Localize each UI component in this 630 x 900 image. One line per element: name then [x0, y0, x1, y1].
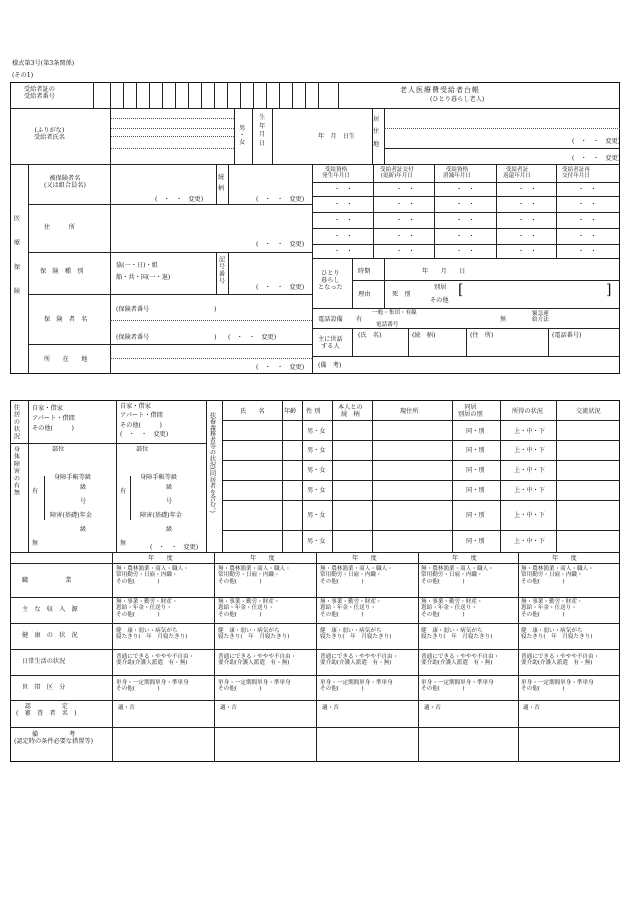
insurance-type-options[interactable]: 協(一・日)・組 船・共・国(一・退): [116, 262, 171, 282]
reason-separate[interactable]: 別居: [434, 284, 447, 291]
cell-daily-life[interactable]: 普通にできる・ややや不自由・ 要介助(介護人派遣 有・無): [116, 654, 195, 667]
elig-cell[interactable]: ・ ・: [396, 186, 415, 193]
phone-none[interactable]: 無: [500, 316, 507, 323]
period-label: 時期: [358, 268, 371, 275]
elig-cell[interactable]: ・ ・: [578, 201, 597, 208]
row-label-remarks: 備 考 (認定時の条件必要な措置等): [14, 731, 94, 746]
residence-change-2: ( ・ ・ 変更): [572, 155, 621, 162]
dep-header-income: 所得の状況: [512, 408, 543, 415]
symbol-number-change: ( ・ ・ 変更): [256, 284, 305, 291]
elig-header-5: 受給者証再 交付年月日: [562, 167, 590, 180]
disability-part-2: 部位: [136, 446, 149, 453]
sex-option[interactable]: 男 ・ 女: [239, 125, 246, 147]
dep-sex[interactable]: 男・女: [307, 467, 326, 474]
dep-cohab[interactable]: 同・別: [466, 512, 485, 519]
cell-income-source[interactable]: 無・事業・勤労・財産・ 恩給・年金・仕送り・ その他( ): [320, 599, 382, 618]
disability-has-2[interactable]: 有: [120, 488, 127, 495]
elig-cell[interactable]: ・ ・: [456, 248, 475, 255]
insurer-name-label: 保 険 者 名: [44, 316, 88, 323]
caregiver-name[interactable]: (氏 名): [358, 332, 382, 339]
bracket-open: [: [458, 282, 464, 298]
dep-header-age: 年齢: [284, 408, 297, 415]
birth-date[interactable]: 年 月 日生: [318, 133, 356, 140]
elig-cell[interactable]: ・ ・: [518, 186, 537, 193]
reason-other[interactable]: その他: [430, 297, 449, 304]
emergency-contact: 緊急連 絡方法: [532, 311, 549, 324]
cell-approval[interactable]: 適・否: [118, 705, 135, 711]
elig-header-2: 受給者証交付 (更新)年月日: [380, 167, 414, 180]
grade-1: 級: [80, 484, 87, 491]
dep-income[interactable]: 上・中・下: [514, 487, 545, 494]
dep-header-exchange: 交流状況: [576, 408, 601, 415]
handbook-grade-1[interactable]: 身障手帳等級: [54, 474, 92, 481]
caregiver-relation[interactable]: (続 柄): [412, 332, 436, 339]
cell-approval[interactable]: 適・否: [322, 705, 339, 711]
elig-cell[interactable]: ・ ・: [396, 233, 415, 240]
phone-yes[interactable]: 有: [356, 316, 363, 323]
relation-label: 続 柄: [218, 174, 225, 193]
elig-header-4: 受給者証 返還年月日: [503, 167, 531, 180]
birth-label: 生 年 月 日: [259, 114, 266, 148]
elig-cell[interactable]: ・ ・: [334, 186, 353, 193]
dep-header-name: 氏 名: [240, 408, 265, 415]
disability-has-1[interactable]: 有: [32, 488, 39, 495]
elig-cell[interactable]: ・ ・: [456, 201, 475, 208]
dep-header-sex: 性 別: [306, 408, 321, 415]
pension-1[interactable]: 障害(基礎)年金: [50, 512, 92, 519]
cell-income-source[interactable]: 無・事業・勤労・財産・ 恩給・年金・仕送り・ その他( ): [218, 599, 280, 618]
elig-cell[interactable]: ・ ・: [456, 186, 475, 193]
elig-cell[interactable]: ・ ・: [334, 233, 353, 240]
cell-household[interactable]: 単身・一定期間単身・準単身 その他( ): [521, 680, 594, 693]
dep-cohab[interactable]: 同・別: [466, 428, 485, 435]
elig-cell[interactable]: ・ ・: [334, 248, 353, 255]
location-label: 所 在 地: [44, 356, 88, 363]
elig-cell[interactable]: ・ ・: [334, 201, 353, 208]
grade-2: 級: [166, 484, 173, 491]
cell-household[interactable]: 単身・一定期間単身・準単身 その他( ): [116, 680, 189, 693]
residence-options-2[interactable]: 自家・借家 アパート・借間 その他( ) ( ・ ・ 変更): [120, 403, 169, 438]
residence-status-label: 住居の状況: [12, 404, 20, 440]
disability-none-2[interactable]: 無: [120, 540, 127, 547]
dep-header-relation: 本人との 続 柄: [338, 404, 363, 419]
cell-household[interactable]: 単身・一定期間単身・準単身 その他( ): [421, 680, 494, 693]
cell-daily-life[interactable]: 普通にできる・ややや不自由・ 要介助(介護人派遣 有・無): [421, 654, 500, 667]
row-label-household: 世 帯 区 分: [22, 684, 66, 691]
year-col-4[interactable]: 年 度: [452, 555, 477, 562]
reason-label: 理由: [358, 291, 371, 298]
row-label-health: 健 康 の 状 況: [22, 632, 78, 639]
phone-label: 電話設備: [318, 316, 343, 323]
insurer-number-1[interactable]: (保険者番号: [116, 306, 150, 313]
cell-income-source[interactable]: 無・事業・勤労・財産・ 恩給・年金・仕送り・ その他( ): [421, 599, 483, 618]
row-label-income-source: 主 な 収 入 源: [22, 606, 78, 613]
cell-health[interactable]: 健 康・弱い・病気がち 寝たきり( 年 月寝たきり): [421, 628, 493, 641]
cell-daily-life[interactable]: 普通にできる・ややや不自由・ 要介助(介護人派遣 有・無): [521, 654, 600, 667]
dep-cohab[interactable]: 同・別: [466, 538, 485, 545]
year-col-3[interactable]: 年 度: [352, 555, 377, 562]
caregiver-label: 主に世話 する人: [318, 336, 343, 351]
address-label: 住 所: [44, 224, 75, 231]
cell-occupation[interactable]: 無・農林漁業・商人・職人・ 常用勤労・日雇・内職・ その他( ): [218, 566, 291, 585]
cell-household[interactable]: 単身・一定期間単身・準単身 その他( ): [320, 680, 393, 693]
cell-health[interactable]: 健 康・弱い・病気がち 寝たきり( 年 月寝たきり): [116, 628, 188, 641]
insurer-change: ( ・ ・ 変更): [228, 334, 277, 341]
number-1: 号: [80, 498, 87, 505]
dep-income[interactable]: 上・中・下: [514, 428, 545, 435]
dep-cohab[interactable]: 同・別: [466, 487, 485, 494]
dep-header-cohab: 同居 別居の別: [458, 404, 483, 419]
form-number: 様式第3号(第3条関係): [12, 60, 75, 67]
insurer-number-2[interactable]: (保険者番号: [116, 334, 150, 341]
insurer-number-2-close: ): [214, 334, 217, 341]
dep-cohab[interactable]: 同・別: [466, 467, 485, 474]
cell-health[interactable]: 健 康・弱い・病気がち 寝たきり( 年 月寝たきり): [320, 628, 392, 641]
cell-daily-life[interactable]: 普通にできる・ややや不自由・ 要介助(介護人派遣 有・無): [320, 654, 399, 667]
phone-options[interactable]: 一般・集団・有線: [372, 310, 417, 316]
elig-cell[interactable]: ・ ・: [578, 233, 597, 240]
bracket-close: ]: [606, 282, 612, 298]
row-label-occupation: 職 業: [22, 577, 72, 584]
year-col-2[interactable]: 年 度: [250, 555, 275, 562]
row-label-approval: 認 定 ( 審 査 者 名 ): [16, 703, 77, 718]
residence-label: 居 住 地: [373, 116, 380, 148]
dep-sex[interactable]: 男・女: [307, 512, 326, 519]
cell-approval[interactable]: 適・否: [220, 705, 237, 711]
cell-health[interactable]: 健 康・弱い・病気がち 寝たきり( 年 月寝たきり): [218, 628, 290, 641]
elig-cell[interactable]: ・ ・: [456, 233, 475, 240]
residence-change-1: ( ・ ・ 変更): [572, 138, 621, 145]
dep-sex[interactable]: 男・女: [307, 487, 326, 494]
elig-header-3: 受給資格 消滅年月日: [443, 167, 471, 180]
disability-label: 身体障害の有無: [12, 446, 20, 497]
cell-daily-life[interactable]: 普通にできる・ややや不自由・ 要介助(介護人派遣 有・無): [218, 654, 297, 667]
relation-change: ( ・ ・ 変更): [256, 196, 305, 203]
disability-part-1: 部位: [52, 446, 65, 453]
pension-2[interactable]: 障害(基礎)年金: [140, 512, 182, 519]
residence-options-1[interactable]: 自家・借家 アパート・借間 その他( ): [32, 405, 75, 432]
insured-name-change: ( ・ ・ 変更): [155, 196, 204, 203]
elig-cell[interactable]: ・ ・: [396, 217, 415, 224]
dep-header-address: 現住所: [400, 408, 419, 415]
cell-approval[interactable]: 適・否: [424, 705, 441, 711]
dep-sex[interactable]: 男・女: [307, 538, 326, 545]
elig-cell[interactable]: ・ ・: [518, 201, 537, 208]
elig-cell[interactable]: ・ ・: [456, 217, 475, 224]
disability-change: ( ・ ・ 変更): [150, 544, 199, 551]
cell-income-source[interactable]: 無・事業・勤労・財産・ 恩給・年金・仕送り・ その他( ): [116, 599, 178, 618]
year-col-5[interactable]: 年 度: [552, 555, 577, 562]
dep-income[interactable]: 上・中・下: [514, 447, 545, 454]
dep-income[interactable]: 上・中・下: [514, 538, 545, 545]
row-label-daily-life: 日常生活の状況: [22, 658, 66, 665]
elig-cell[interactable]: ・ ・: [578, 217, 597, 224]
elig-cell[interactable]: ・ ・: [396, 201, 415, 208]
address-change: ( ・ ・ 変更): [256, 241, 305, 248]
dependents-label: 扶養義務者等の状況(同居者を含む。): [208, 412, 216, 513]
cell-occupation[interactable]: 無・農林漁業・商人・職人・ 常用勤労・日雇・内職・ その他( ): [320, 566, 393, 585]
grade-4: 級: [166, 526, 173, 533]
recipient-number-boxes[interactable]: [93, 82, 338, 108]
form-part: (その1): [12, 72, 34, 79]
elig-cell[interactable]: ・ ・: [518, 233, 537, 240]
period-date[interactable]: 年 月 日: [422, 268, 466, 275]
elig-cell[interactable]: ・ ・: [334, 217, 353, 224]
medical-insurance-label: 医療保険: [12, 215, 20, 312]
number-2: 号: [166, 498, 173, 505]
ledger-title: 老人医療費受給者台帳: [400, 86, 480, 94]
elig-cell[interactable]: ・ ・: [396, 248, 415, 255]
location-change: ( ・ ・ 変更): [256, 364, 305, 371]
dep-income[interactable]: 上・中・下: [514, 467, 545, 474]
dep-sex[interactable]: 男・女: [307, 428, 326, 435]
insurance-type-label: 保 険 種 別: [40, 268, 84, 275]
remarks-label: (備 考): [318, 362, 342, 369]
dep-sex[interactable]: 男・女: [307, 447, 326, 454]
ledger-subtitle: (ひとり暮らし老人): [430, 96, 485, 103]
cell-health[interactable]: 健 康・弱い・病気がち 寝たきり( 年 月寝たきり): [521, 628, 593, 641]
elig-header-1: 受給資格 発生年月日: [322, 167, 350, 180]
recipient-number-label: 受給者証の 受給者番号: [24, 86, 55, 101]
caregiver-phone[interactable]: (電話番号): [552, 332, 582, 339]
handbook-grade-2[interactable]: 身障手帳等級: [140, 474, 178, 481]
cell-household[interactable]: 単身・一定期間単身・準単身 その他( ): [218, 680, 291, 693]
reason-death[interactable]: 死 別: [392, 291, 411, 298]
cell-income-source[interactable]: 無・事業・勤労・財産・ 恩給・年金・仕送り・ その他( ): [521, 599, 583, 618]
insurer-number-1-close: ): [214, 306, 217, 313]
grade-3: 級: [80, 526, 87, 533]
phone-number-label: 電話番号: [376, 322, 399, 328]
elig-cell[interactable]: ・ ・: [518, 248, 537, 255]
cell-occupation[interactable]: 無・農林漁業・商人・職人・ 常用勤労・日雇・内職・ その他( ): [116, 566, 189, 585]
elig-cell[interactable]: ・ ・: [518, 217, 537, 224]
caregiver-address[interactable]: (住 所): [470, 332, 494, 339]
living-alone-label: ひとり 暮らし となった: [318, 270, 343, 292]
cell-occupation[interactable]: 無・農林漁業・商人・職人・ 常用勤労・日雇・内職・ その他( ): [521, 566, 594, 585]
elig-cell[interactable]: ・ ・: [578, 186, 597, 193]
insured-name-label: 被保険者名 (又は組合員名): [44, 175, 86, 190]
cell-approval[interactable]: 適・否: [523, 705, 540, 711]
furigana-name-label: (ふりがな) 受給者氏名: [34, 127, 65, 142]
dep-cohab[interactable]: 同・別: [466, 447, 485, 454]
disability-none-1[interactable]: 無: [32, 540, 39, 547]
symbol-number-label: 記号番号: [217, 256, 225, 285]
elig-cell[interactable]: ・ ・: [578, 248, 597, 255]
dep-income[interactable]: 上・中・下: [514, 512, 545, 519]
cell-occupation[interactable]: 無・農林漁業・商人・職人・ 常用勤労・日雇・内職・ その他( ): [421, 566, 494, 585]
year-col-1[interactable]: 年 度: [148, 555, 173, 562]
